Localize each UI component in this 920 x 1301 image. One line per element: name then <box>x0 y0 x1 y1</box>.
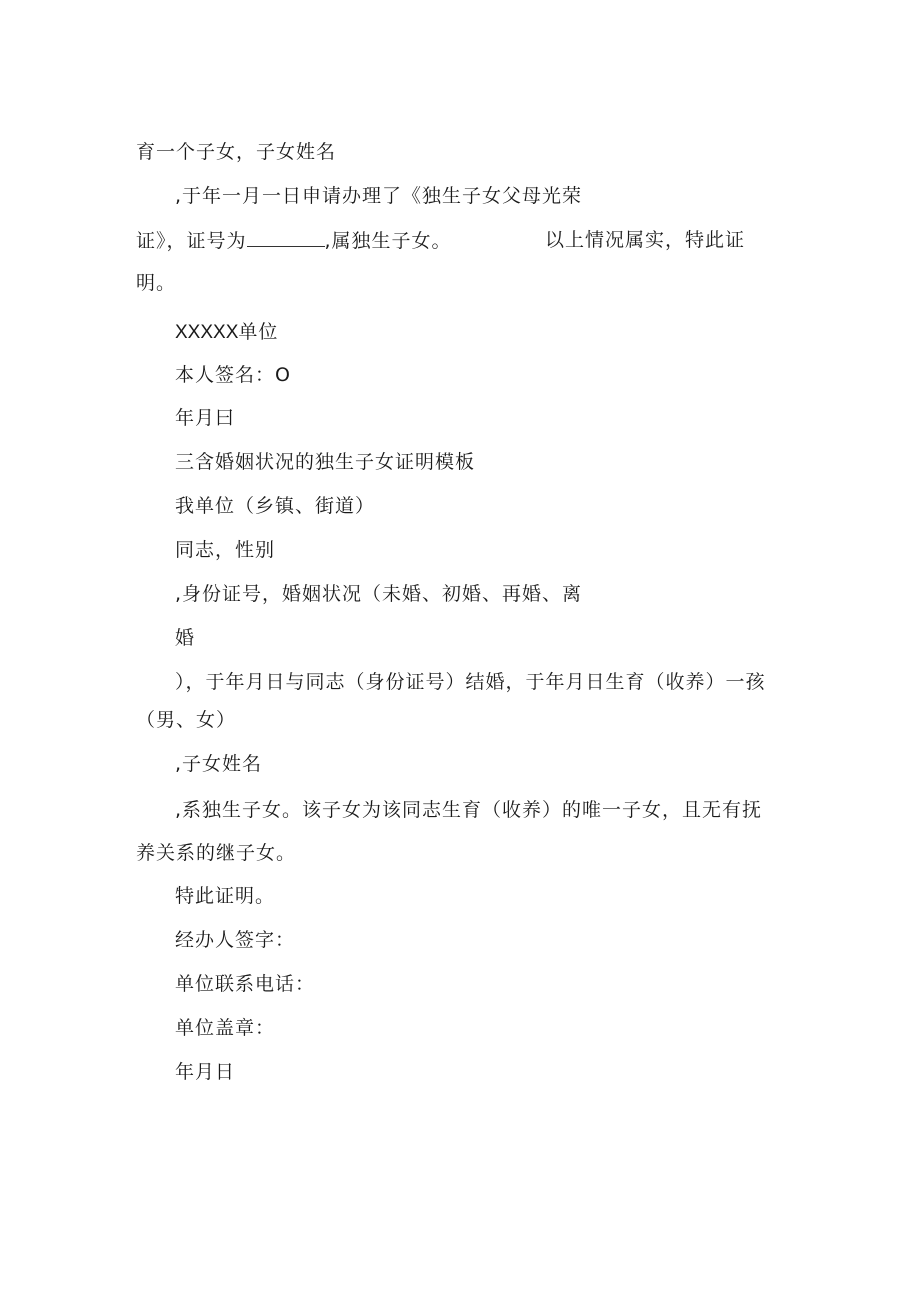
text-line-3b: 以上情况属实，特此证 <box>545 229 746 251</box>
text-unit-label: 单位 <box>238 321 279 343</box>
text-line-comrade: 同志，性别 <box>175 539 276 561</box>
section-heading-3: 三含婚姻状况的独生子女证明模板 <box>175 451 476 473</box>
text-signature: 本人签名：O <box>175 364 291 386</box>
text-date-2: 年月日 <box>175 1061 236 1083</box>
text-line-3 <box>136 228 452 253</box>
text-unit-line <box>175 320 278 345</box>
text-unit-phone: 单位联系电话： <box>175 973 316 995</box>
cert-number-blank <box>247 228 325 247</box>
text-line-married-date: ），于年月日与同志（身份证号）结婚，于年月日生育（收养）一孩 <box>175 671 766 693</box>
text-line-id: ,身份证号，婚姻状况（未婚、初婚、再婚、离 <box>175 583 583 605</box>
text-line-gender: （男、女） <box>136 709 237 731</box>
text-line-marriage: 婚 <box>175 627 196 649</box>
text-line-only-child: ,系独生子女。该子女为该同志生育（收养）的唯一子女，且无有抚 <box>175 799 763 821</box>
text-cert-number-label: 证》，证号为 <box>136 230 247 252</box>
text-line-1: 育一个子女，子女姓名 <box>136 141 337 163</box>
text-line-4: 明。 <box>136 272 177 294</box>
text-unit-seal: 单位盖章： <box>175 1017 276 1039</box>
text-line-stepchild: 养关系的继子女。 <box>136 842 297 864</box>
text-handler-signature: 经办人签字： <box>175 929 296 951</box>
text-line-2: ,于年一月一日申请办理了《独生子女父母光荣 <box>175 185 583 207</box>
text-line-unit: 我单位（乡镇、街道） <box>175 495 376 517</box>
text-date-1: 年月曰 <box>175 407 236 429</box>
text-only-child: ,属独生子女。 <box>324 230 452 252</box>
text-line-child-name: ,子女姓名 <box>175 753 263 775</box>
text-hereby-certify: 特此证明。 <box>175 885 276 907</box>
text-unit-placeholder: XXXXX <box>175 322 239 343</box>
